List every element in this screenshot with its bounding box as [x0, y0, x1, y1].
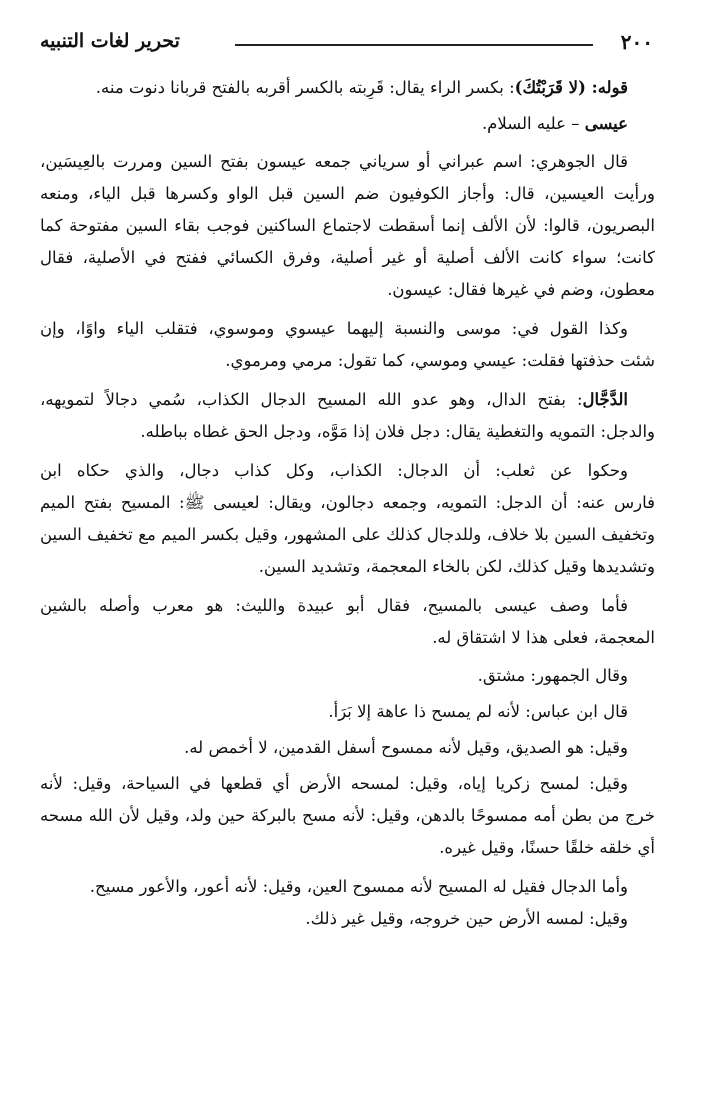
- text-line: وأما الدجال فقيل له المسيح لأنه ممسوح العين، وقيل: لأنه أعور، والأعور مسيح.: [89, 877, 628, 896]
- text-line: وتشديدها وقيل كذلك، لكن بالخاء المعجمة، وتشديد السين.: [258, 557, 655, 576]
- text-line: وقيل: هو الصديق، وقيل لأنه ممسوح أسفل القدمين، لا أخمص له.: [184, 738, 628, 757]
- term-bold: الدَّجَّال: [582, 390, 628, 409]
- text-line: كانت؛ سواء كانت الألف أصلية أو غير أصلية، وفرق الكسائي ففتح في الأصلية، فقال: [40, 248, 655, 267]
- term-bold: قوله: (لا قَرَبْتُكَ): [514, 78, 628, 97]
- running-title: تحرير لغات التنبيه: [40, 30, 180, 52]
- page-header: [40, 30, 663, 60]
- text-line: عيسى – عليه السلام.: [481, 114, 628, 133]
- text-line: فارس عنه: أن الدجل: التمويه، وجمعه دجالون، ويقال: لعيسى ﷺ: المسيح بفتح الميم: [40, 493, 655, 512]
- text-line: خرج من بطن أمه ممسوحًا بالدهن، وقيل: لأنه مسح بالبركة حين ولد، وقيل لأن الله مسحه: [40, 806, 655, 825]
- text-line: وقيل: لمسح زكريا إياه، وقيل: لمسحه الأرض أي قطعها في السياحة، وقيل: لأنه: [40, 774, 628, 793]
- text-line: فأما وصف عيسى بالمسيح، فقال أبو عبيدة والليث: هو معرب وأصله بالشين: [40, 596, 628, 615]
- text-line: قال الجوهري: اسم عبراني أو سرياني جمعه عيسون بفتح السين ومررت بالعِيسَين،: [40, 152, 628, 171]
- text-line: وكذا القول في: موسى والنسبة إليهما عيسوي وموسوي، فتقلب الياء واوًا، وإن: [40, 319, 628, 338]
- text-line: البصريون، قالوا: لأن الألف إنما أسقطت لاجتماع الساكنين فوجب بقاء السين مفتوحة كما: [40, 216, 655, 235]
- text-line: الدَّجَّال: بفتح الدال، وهو عدو الله المسيح الدجال الكذاب، سُمي دجالاً لتمويهه،: [40, 390, 628, 409]
- text-line: قال ابن عباس: لأنه لم يمسح ذا عاهة إلا بَرَأ.: [328, 702, 628, 721]
- text-line: وحكوا عن ثعلب: أن الدجال: الكذاب، وكل كذاب دجال، والذي حكاه ابن: [40, 461, 628, 480]
- text-line: شئت حذفتها فقلت: عيسي وموسي، كما تقول: مرمي ومرموي.: [225, 351, 655, 370]
- text-line: المعجمة، فعلى هذا لا اشتقاق له.: [432, 628, 655, 647]
- text-line: وقال الجمهور: مشتق.: [477, 666, 628, 685]
- header-rule: [235, 44, 593, 46]
- text-line: قوله: (لا قَرَبْتُكَ): بكسر الراء يقال: قَرِبته بالكسر أقربه بالفتح قربانا دنوت منه.: [95, 78, 628, 97]
- term-bold: عيسى: [584, 114, 628, 133]
- text-line: أي خلقه خلقًا حسنًا، وقيل غيره.: [439, 838, 655, 857]
- text-line: والدجل: التمويه والتغطية يقال: دجل فلان إذا مَوَّه، ودجل الحق غطاه بباطله.: [140, 422, 655, 441]
- text-line: وتخفيف السين بلا خلاف، وللدجال كذلك على المشهور، وقيل بكسر الميم مع تخفيف السين: [40, 525, 655, 544]
- text-line: وقيل: لمسه الأرض حين خروجه، وقيل غير ذلك.: [305, 909, 628, 928]
- page-number: ٢٠٠: [620, 30, 653, 54]
- text-line: معطون، وضم في غيرها فقال: عيسون.: [387, 280, 655, 299]
- text-line: ورأيت العيسين، قال: وأجاز الكوفيون ضم السين قبل الواو وكسرها قبل الياء، ومنعه: [40, 184, 655, 203]
